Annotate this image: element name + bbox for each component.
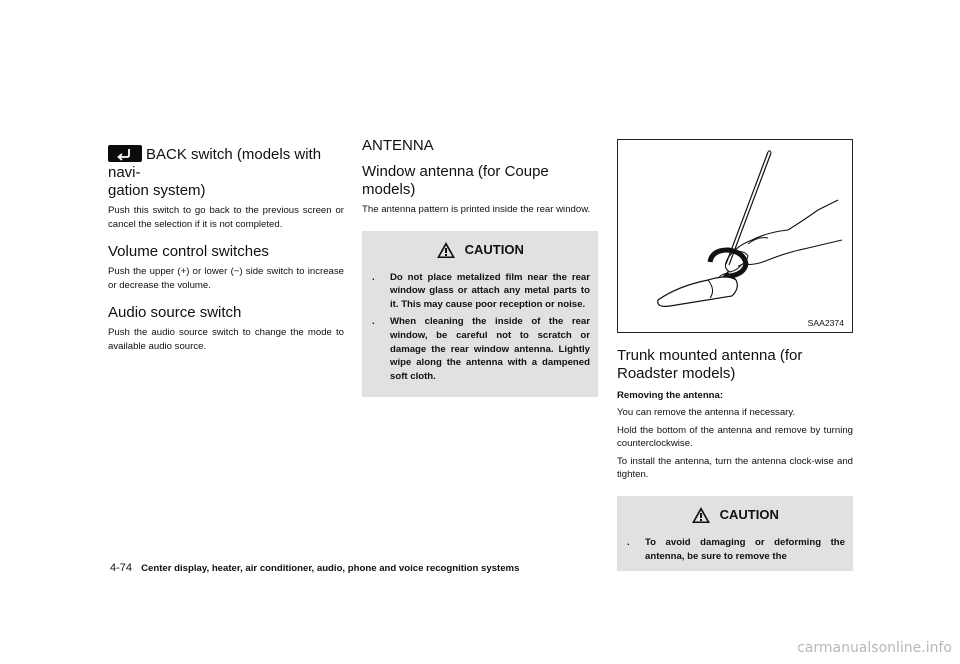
caution-item-text: Do not place metalized film near the rear window glass or attach any metal parts to it. This may cause poor reception or noise. — [390, 271, 590, 310]
page-footer — [110, 562, 519, 574]
caution-item-text: To avoid damaging or deforming the antenna, be sure to remove the — [645, 536, 845, 562]
trunk-paragraph-1: You can remove the antenna if necessary. — [617, 407, 796, 418]
bullet: . — [372, 271, 375, 283]
column-middle — [362, 137, 598, 397]
back-switch-text: Push this switch to go back to the previous screen or cancel the selection if it is not completed. — [108, 205, 344, 230]
warning-icon — [691, 506, 711, 524]
column-left — [108, 146, 344, 354]
window-antenna-text: The antenna pattern is printed inside the rear window. — [362, 204, 591, 215]
antenna-figure — [617, 139, 853, 333]
caution-item — [625, 536, 845, 563]
window-antenna-title: Window antenna (for Coupe models) — [362, 163, 549, 198]
caution-item-text: When cleaning the inside of the rear window, be careful not to scratch or damage the rear window antenna. Lightly wipe along the antenna with a dampened soft cloth. — [390, 316, 590, 382]
trunk-antenna-title: Trunk mounted antenna (for Roadster models) — [617, 347, 803, 382]
column-right — [617, 139, 853, 571]
caution-box-window — [362, 231, 598, 398]
caution-box-trunk — [617, 496, 853, 571]
antenna-title: ANTENNA — [362, 137, 434, 154]
caution-list — [370, 271, 590, 384]
caution-item — [370, 315, 590, 383]
back-icon — [108, 145, 142, 162]
warning-icon — [436, 241, 456, 259]
removing-label: Removing the antenna: — [617, 390, 724, 401]
figure-label: SAA2374 — [807, 318, 844, 328]
page-number: 4-74 — [110, 562, 133, 574]
trunk-paragraph-3: To install the antenna, turn the antenna clock-wise and tighten. — [617, 455, 853, 481]
caution-label: CAUTION — [719, 507, 779, 523]
caution-list — [625, 536, 845, 563]
volume-title: Volume control switches — [108, 243, 269, 261]
audio-source-title: Audio source switch — [108, 304, 242, 322]
back-switch-title: BACK switch (models with navi- gation system) — [108, 146, 322, 199]
watermark: carmanualsonline.info — [797, 640, 952, 656]
back-switch-heading — [108, 146, 344, 200]
caution-label: CAUTION — [464, 242, 524, 258]
audio-source-text: Push the audio source switch to change the mode to available audio source. — [108, 327, 344, 352]
bullet: . — [372, 316, 375, 328]
caution-header — [370, 241, 590, 265]
volume-text: Push the upper (+) or lower (−) side switch to increase or decrease the volume. — [108, 266, 344, 291]
caution-header — [625, 506, 845, 530]
bullet: . — [627, 536, 630, 548]
trunk-paragraph-2: Hold the bottom of the antenna and remove by turning counterclockwise. — [617, 424, 853, 450]
antenna-illustration — [618, 140, 852, 332]
chapter-title: Center display, heater, air conditioner, audio, phone and voice recognition systems — [141, 563, 520, 574]
caution-item — [370, 271, 590, 312]
